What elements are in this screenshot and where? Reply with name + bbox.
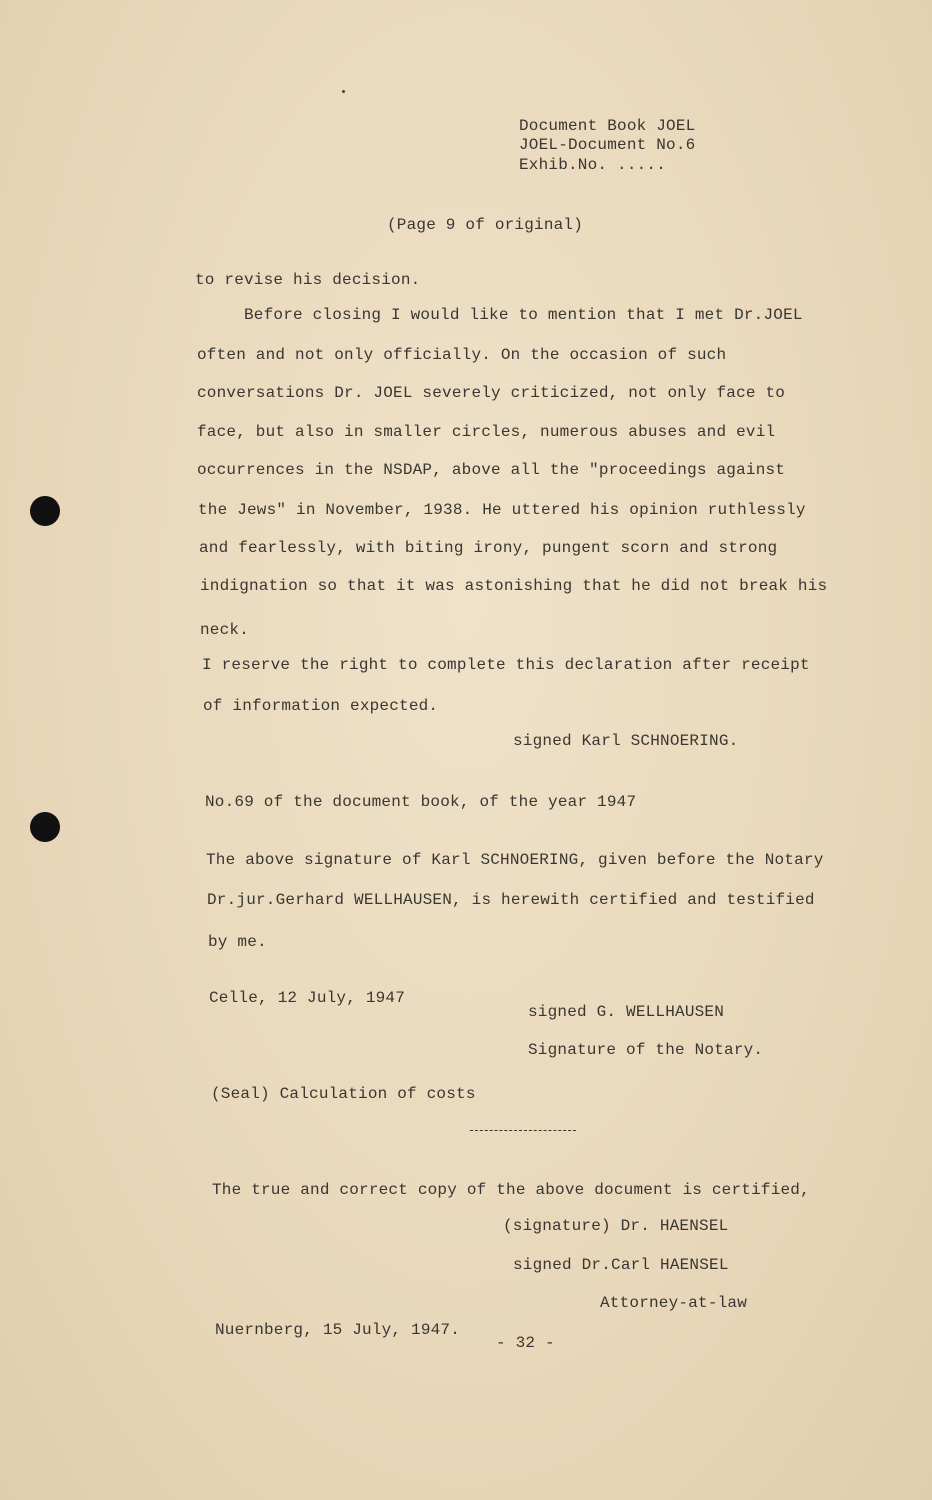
body-line: indignation so that it was astonishing that he did not break his: [200, 577, 828, 595]
body-line: face, but also in smaller circles, numerous abuses and evil: [197, 423, 776, 441]
body-line: Before closing I would like to mention that I met Dr.JOEL: [244, 306, 803, 324]
certification-place-date: Nuernberg, 15 July, 1947.: [215, 1321, 461, 1339]
body-line: conversations Dr. JOEL severely criticized, not only face to: [197, 384, 786, 402]
punch-hole-top: [30, 496, 60, 526]
notary-signature-title: Signature of the Notary.: [528, 1041, 764, 1059]
separator-line: [470, 1130, 576, 1131]
notary-line: by me.: [208, 933, 267, 951]
notary-place-date: Celle, 12 July, 1947: [209, 989, 406, 1007]
certification-line: The true and correct copy of the above document is certified,: [212, 1181, 810, 1199]
page-reference: (Page 9 of original): [387, 216, 584, 234]
header-exhibit-number: Exhib.No. .....: [519, 156, 667, 174]
body-line: to revise his decision.: [195, 271, 421, 289]
seal-calculation: (Seal) Calculation of costs: [211, 1085, 476, 1103]
body-line: neck.: [200, 621, 250, 639]
notary-line: Dr.jur.Gerhard WELLHAUSEN, is herewith certified and testified: [207, 891, 815, 909]
punch-hole-bottom: [30, 812, 60, 842]
body-line: occurrences in the NSDAP, above all the "proceedings against: [197, 461, 786, 479]
body-line: of information expected.: [203, 697, 439, 715]
signature-wellhausen: signed G. WELLHAUSEN: [528, 1003, 725, 1021]
signature-schnoering: signed Karl SCHNOERING.: [513, 732, 739, 750]
notary-line: The above signature of Karl SCHNOERING, given before the Notary: [206, 851, 824, 869]
header-document-book: Document Book JOEL: [519, 117, 696, 135]
certification-signature: (signature) Dr. HAENSEL: [503, 1217, 729, 1235]
signature-haensel: signed Dr.Carl HAENSEL: [513, 1256, 729, 1274]
notary-line: No.69 of the document book, of the year 1947: [205, 793, 637, 811]
attorney-title: Attorney-at-law: [600, 1294, 748, 1312]
body-line: often and not only officially. On the occasion of such: [197, 346, 727, 364]
ink-speck: [342, 90, 345, 93]
header-document-number: JOEL-Document No.6: [519, 136, 696, 154]
body-line: the Jews" in November, 1938. He uttered his opinion ruthlessly: [198, 501, 806, 519]
body-line: and fearlessly, with biting irony, pungent scorn and strong: [199, 539, 778, 557]
page-number: - 32 -: [496, 1334, 555, 1352]
body-line: I reserve the right to complete this declaration after receipt: [202, 656, 810, 674]
